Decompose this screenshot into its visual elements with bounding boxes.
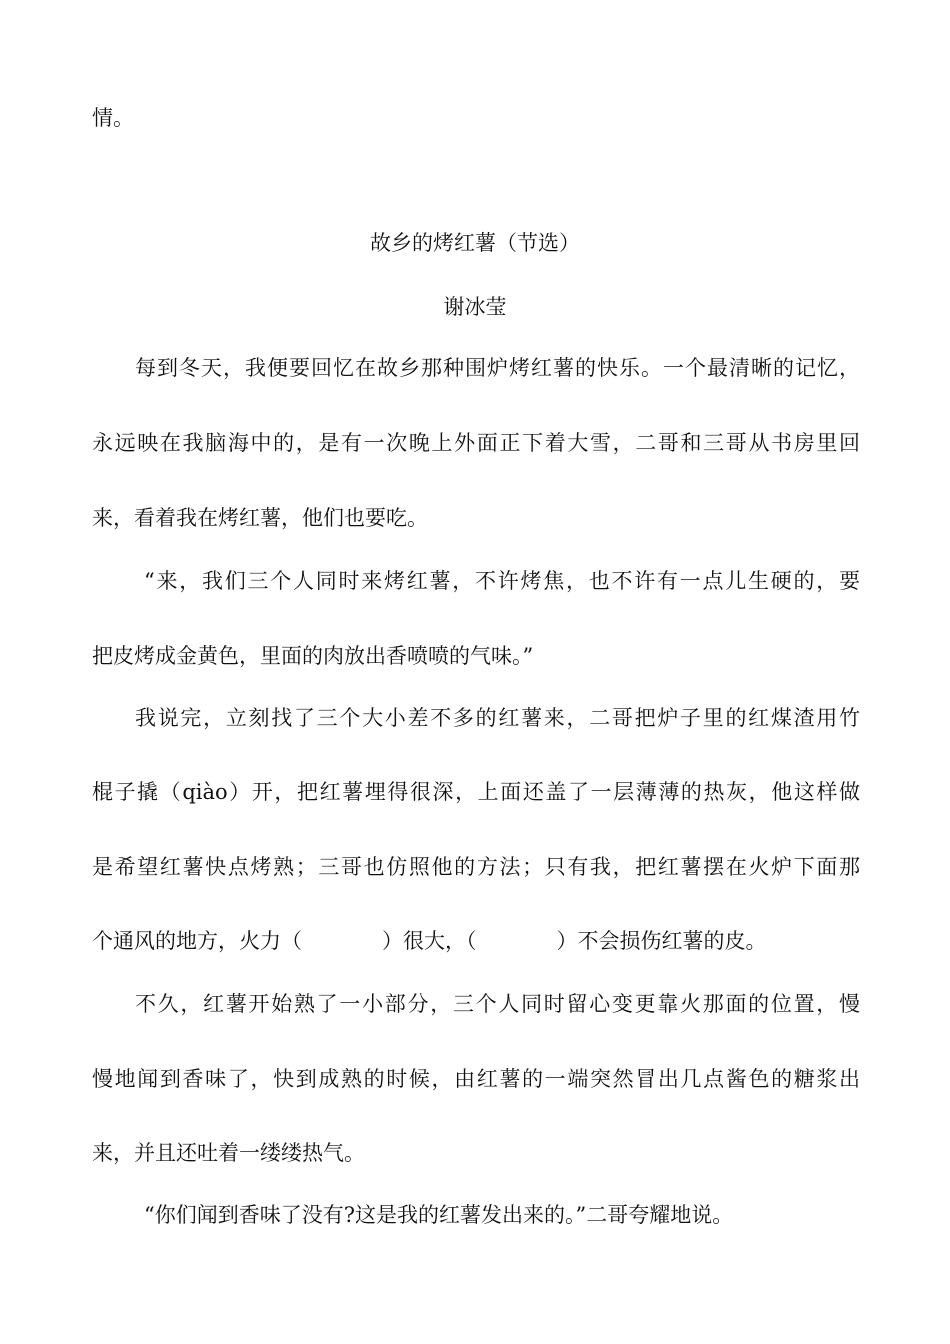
fragment-text: 情。 bbox=[92, 106, 134, 130]
article-title: 故乡的烤红薯（节选） bbox=[370, 231, 580, 255]
paragraph-line: 永远映在我脑海中的，是有一次晚上外面正下着大雪，二哥和三哥从书房里回 bbox=[92, 431, 860, 455]
paragraph-line: 来，并且还吐着一缕缕热气。 bbox=[92, 1141, 365, 1165]
paragraph-line: 是希望红薯快点烤熟；三哥也仿照他的方法；只有我，把红薯摆在火炉下面那 bbox=[92, 855, 860, 879]
paragraph-line: 把皮烤成金黄色，里面的肉放出香喷喷的气味。” bbox=[92, 644, 534, 668]
paragraph-line: 不久，红薯开始熟了一小部分，三个人同时留心变更靠火那面的位置，慢 bbox=[135, 992, 860, 1016]
blank-line-part1: 个通风的地方，火力（ bbox=[92, 929, 302, 953]
blank-line-part2: ）很大，（ bbox=[382, 929, 477, 953]
paragraph-line: “来，我们三个人同时来烤红薯，不许烤焦，也不许有一点儿生硬的，要 bbox=[144, 569, 860, 593]
paragraph-line: 每到冬天，我便要回忆在故乡那种围炉烤红薯的快乐。一个最清晰的记忆， bbox=[135, 356, 860, 380]
blank-fill-line bbox=[92, 926, 767, 956]
paragraph-line: 棍子撬（qiào）开，把红薯埋得很深，上面还盖了一层薄薄的热灰，他这样做 bbox=[92, 780, 860, 804]
paragraph-line: 慢地闻到香味了，快到成熟的时候，由红薯的一端突然冒出几点酱色的糖浆出 bbox=[92, 1067, 860, 1091]
article-author: 谢冰莹 bbox=[443, 295, 507, 319]
blank-line-part3: ）不会损伤红薯的皮。 bbox=[556, 929, 767, 953]
paragraph-line: 我说完，立刻找了三个大小差不多的红薯来，二哥把炉子里的红煤渣用竹 bbox=[135, 706, 860, 730]
paragraph-line: “你们闻到香味了没有?这是我的红薯发出来的。”二哥夸耀地说。 bbox=[144, 1203, 734, 1227]
paragraph-line: 来，看着我在烤红薯，他们也要吃。 bbox=[92, 506, 428, 530]
